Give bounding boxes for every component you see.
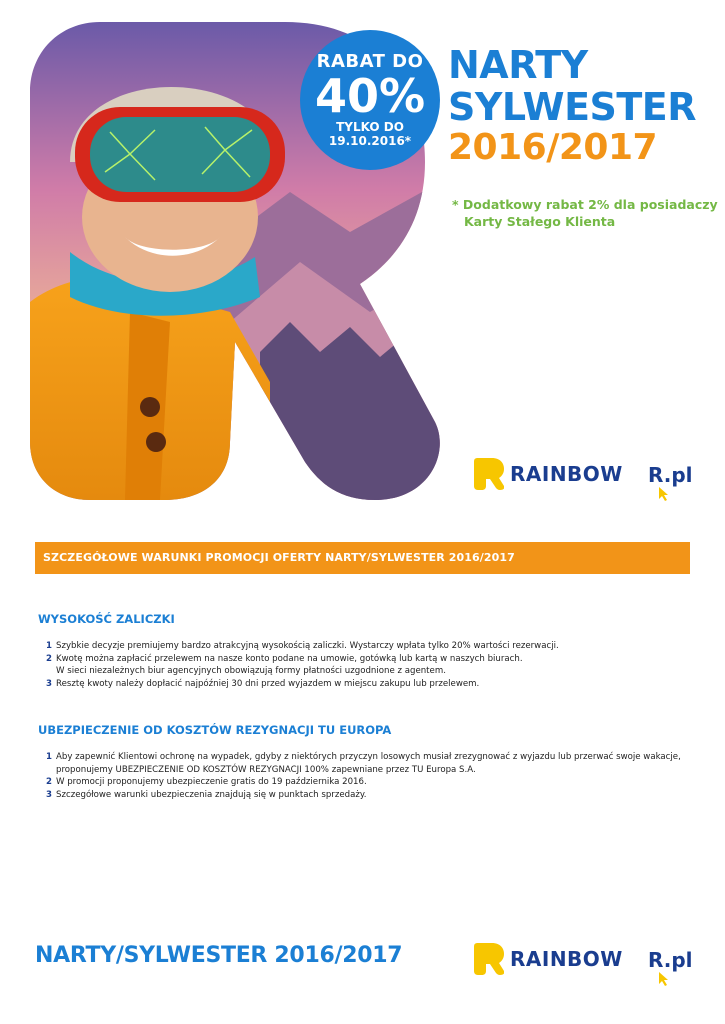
item-number: 3 xyxy=(46,678,52,689)
item-number: 3 xyxy=(46,789,52,800)
item-number: 1 xyxy=(46,752,52,762)
rainbow-logo xyxy=(474,458,623,490)
item-text-continued: proponujemy UBEZPIECZENIE OD KOSZTÓW REZYGNACJI 100% zapewniane przez TU Europa S.A. xyxy=(56,764,476,775)
headline xyxy=(448,44,696,128)
item-number: 1 xyxy=(46,641,52,651)
cursor-icon xyxy=(659,487,669,501)
headline-line2: SYLWESTER xyxy=(448,85,697,129)
badge-percent: 40% xyxy=(314,69,426,123)
note-line1: Dodatkowy rabat 2% dla posiadaczy xyxy=(462,197,718,212)
terms-banner xyxy=(35,542,690,574)
list-item xyxy=(38,789,688,802)
footer-title: NARTY/SYLWESTER 2016/2017 xyxy=(35,943,403,968)
badge-date: 19.10.2016* xyxy=(328,134,412,148)
item-text: Resztę kwoty należy dopłacić najpóźniej 30 dni przed wyjazdem w miejscu zakupu lub przelewem. xyxy=(56,678,480,689)
item-text: Szybkie decyzje premiujemy bardzo atrakcyjną wysokością zaliczki. Wystarczy wpłata tylko 20% wartości rezerwacji. xyxy=(56,641,559,651)
list-item xyxy=(38,776,688,789)
rpl-logo-footer: R.pl xyxy=(648,948,693,972)
section-heading-deposit: WYSOKOŚĆ ZALICZKI xyxy=(38,612,175,626)
badge-line3: TYLKO DO xyxy=(336,120,404,134)
rpl-logo: R.pl xyxy=(648,463,693,487)
rainbow-wordmark: RAINBOW xyxy=(510,947,623,971)
cursor-icon xyxy=(659,972,669,986)
note-line2: Karty Stałego Klienta xyxy=(464,214,616,229)
item-text: Kwotę można zapłacić przelewem na nasze konto podane na umowie, gotówką lub kartą w naszych biurach. xyxy=(56,653,523,664)
item-text: W promocji proponujemy ubezpieczenie gratis do 19 października 2016. xyxy=(56,777,367,787)
rainbow-logo-footer xyxy=(474,943,623,975)
item-text: Szczegółowe warunki ubezpieczenia znajdują się w punktach sprzedaży. xyxy=(56,789,367,800)
list-item xyxy=(38,653,688,666)
headline-line1: NARTY xyxy=(448,43,588,87)
rainbow-r-icon xyxy=(474,943,504,975)
extra-discount-note xyxy=(452,196,722,230)
list-item xyxy=(38,751,688,764)
discount-badge xyxy=(300,30,440,170)
note-asterisk: * xyxy=(452,197,459,212)
section-heading-insurance: UBEZPIECZENIE OD KOSZTÓW REZYGNACJI TU EUROPA xyxy=(38,723,392,737)
item-number: 2 xyxy=(46,653,52,664)
headline-year: 2016/2017 xyxy=(448,127,658,168)
deposit-list xyxy=(38,640,688,690)
rainbow-wordmark: RAINBOW xyxy=(510,462,623,486)
terms-banner-label: SZCZEGÓŁOWE WARUNKI PROMOCJI OFERTY NARTY/SYLWESTER 2016/2017 xyxy=(43,551,515,564)
item-text-continued: W sieci niezależnych biur agencyjnych obowiązują formy płatności uzgodnione z agentem. xyxy=(56,666,446,676)
list-item xyxy=(38,640,688,653)
rainbow-r-icon xyxy=(474,458,504,490)
item-number: 2 xyxy=(46,777,52,787)
item-text: Aby zapewnić Klientowi ochronę na wypadek, gdyby z niektórych przyczyn losowych musiał zrezygnować z wyjazdu lub przerwać swoje wakacje, xyxy=(56,752,681,762)
insurance-list xyxy=(38,751,688,801)
list-item xyxy=(38,678,688,691)
badge-line1: RABAT DO xyxy=(316,51,424,72)
